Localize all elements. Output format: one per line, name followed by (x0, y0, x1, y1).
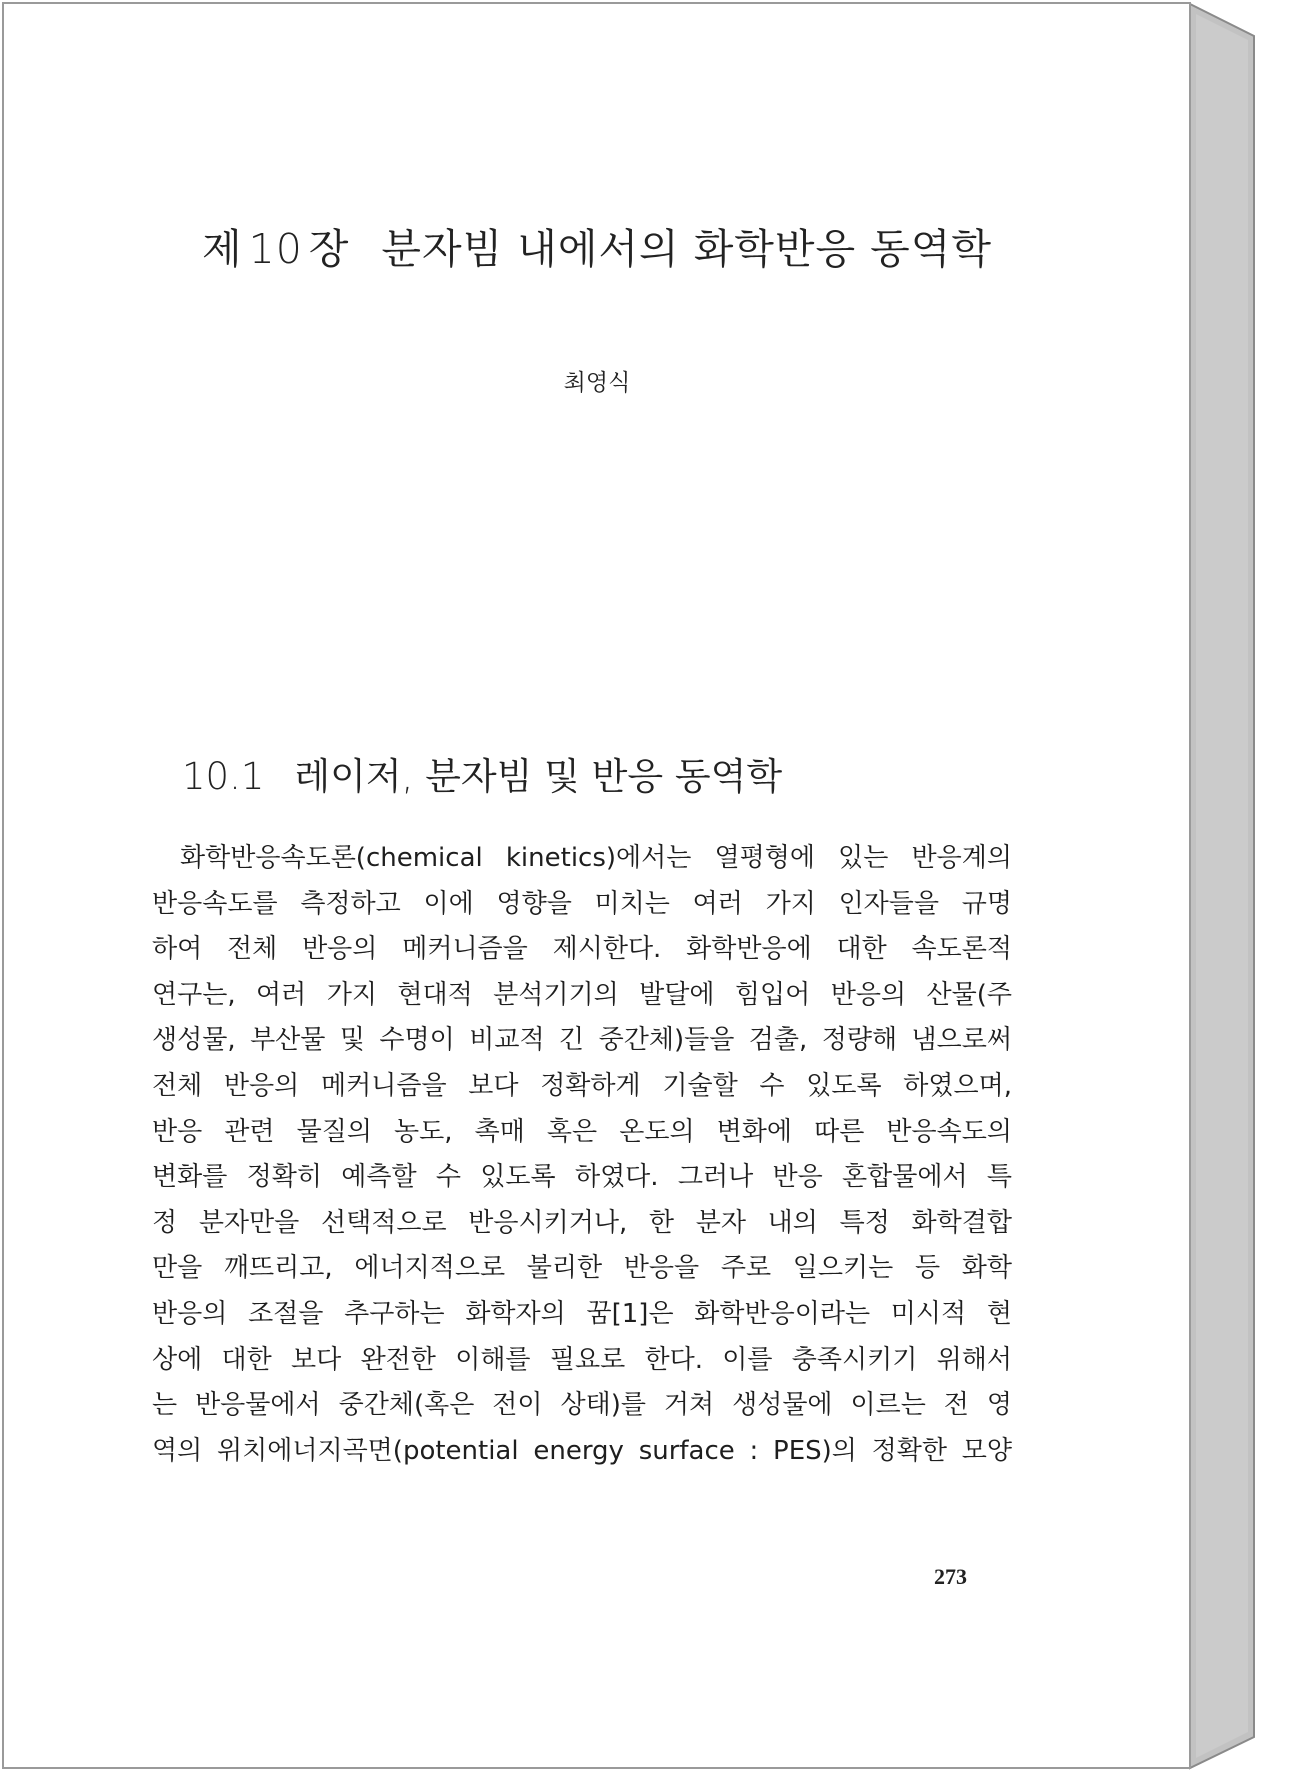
text-line: 변화를 정확히 예측할 수 있도록 하였다. 그러나 반응 혼합물에서 특 (152, 1162, 1012, 1193)
text-line: 정 분자만을 선택적으로 반응시키거나, 한 분자 내의 특정 화학결합 (152, 1207, 1012, 1238)
text-line: 생성물, 부산물 및 수명이 비교적 긴 중간체)들을 검출, 정량해 냄으로써 (152, 1025, 1012, 1056)
text-line: 하여 전체 반응의 메커니즘을 제시한다. 화학반응에 대한 속도론적 (152, 934, 1012, 965)
chapter-title-text: 분자빔 내에서의 화학반응 동역학 (381, 225, 992, 273)
text-line: 는 반응물에서 중간체(혹은 전이 상태)를 거쳐 생성물에 이르는 전 영 (152, 1390, 1012, 1421)
chapter-number: 10 (248, 225, 303, 273)
section-title: 레이저, 분자빔 및 반응 동역학 (294, 755, 783, 798)
page-number: 273 (934, 1564, 967, 1589)
author-name: 최영식 (563, 370, 631, 396)
text-line: 상에 대한 보다 완전한 이해를 필요로 한다. 이를 충족시키기 위해서 (152, 1344, 1012, 1375)
chapter-prefix: 제 (202, 225, 243, 273)
text-line: 반응의 조절을 추구하는 화학자의 꿈[1]은 화학반응이라는 미시적 현 (152, 1298, 1012, 1329)
body-paragraph (152, 836, 1012, 1474)
chapter-suffix: 장 (308, 225, 350, 273)
text-line: 반응 관련 물질의 농도, 촉매 혹은 온도의 변화에 따른 반응속도의 (152, 1116, 1012, 1147)
page (4, 4, 1190, 1768)
chapter-title (4, 216, 1190, 275)
text-line: 반응속도를 측정하고 이에 영향을 미치는 여러 가지 인자들을 규명 (152, 888, 1012, 919)
section-heading (182, 746, 782, 800)
section-number: 10.1 (182, 755, 265, 798)
text-line: 역의 위치에너지곡면(potential energy surface : PES)의 정확한 모양 (152, 1435, 1012, 1466)
text-line: 화학반응속도론(chemical kinetics)에서는 열평형에 있는 반응계의 (180, 843, 1012, 873)
text-line: 만을 깨뜨리고, 에너지적으로 불리한 반응을 주로 일으키는 등 화학 (152, 1253, 1012, 1284)
text-line: 전체 반응의 메커니즘을 보다 정확하게 기술할 수 있도록 하였으며, (152, 1070, 1012, 1101)
text-line: 연구는, 여러 가지 현대적 분석기기의 발달에 힘입어 반응의 산물(주 (152, 979, 1012, 1010)
